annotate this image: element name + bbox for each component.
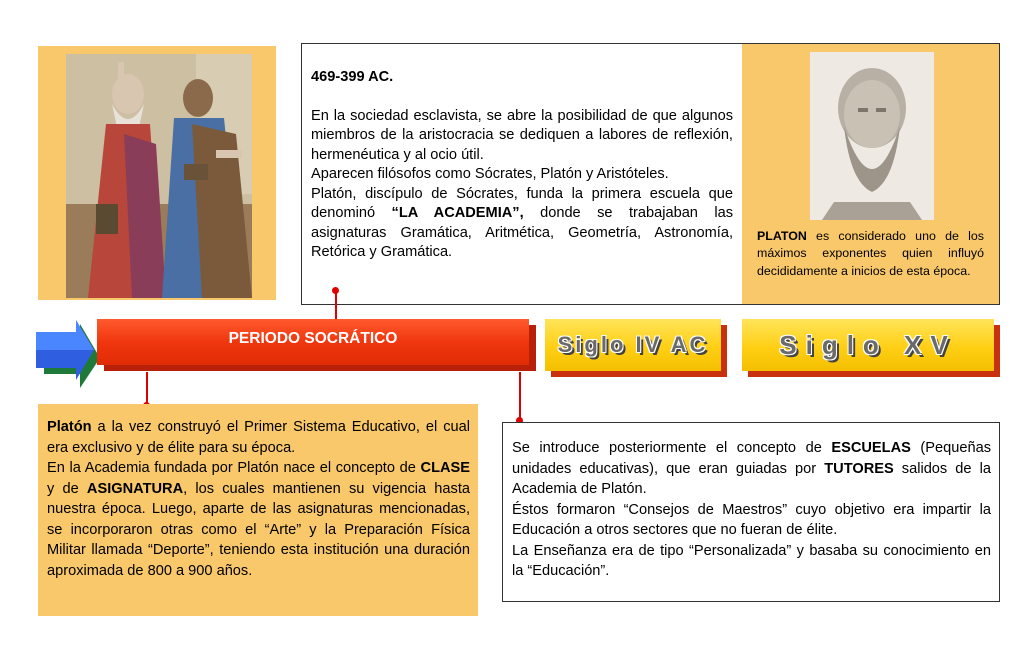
arrow-right-icon [36,318,102,388]
century-1-label: Siglo IV AC [545,319,721,371]
tutores-term: TUTORES [824,460,894,477]
plato-caption [757,228,984,280]
academy-text: a la vez construyó el Primer Sistema Educativo, el cual era exclusivo y de élite para su época. [47,419,470,456]
schools-paragraph-2: Éstos formaron “Consejos de Maestros” cuyo objetivo era impartir la Educación a otros sectores que no fueran de élite. [512,501,991,538]
asignatura-term: ASIGNATURA [86,480,184,497]
academy-text-box [38,404,478,616]
academy-name: “LA ACADEMIA”, [391,205,524,221]
schools-text: salidos de la Academia de Platón. [512,460,991,497]
intro-paragraph-1: En la sociedad esclavista, se abre la posibilidad de que algunos miembros de la aristocracia se dediquen a labores de reflexión, hermenéutica y al ocio útil. [311,107,733,163]
academy-text: y de [47,480,87,497]
plato-caption-text: es considerado uno de los máximos exponentes quien influyó decididamente a inicios de esta época. [757,229,984,278]
connector-line [335,291,337,319]
intro-date: 469-399 AC. [311,69,394,85]
academy-paragraph-2 [47,458,470,581]
clase-term: CLASE [420,460,470,476]
academy-text: , los cuales mantienen su vigencia hasta nuestra época. Luego, aparte de las asignaturas mencionadas, se incorporaron otras como el “Arte” y la Preparación Física Militar llamada “Deporte”, teniendo esta institución una duración aproximada de 800 a 900 años. [47,480,470,579]
connector-line [146,372,148,404]
schools-text-box [502,422,1000,602]
connector-line [519,372,521,420]
intro-paragraph-3 [311,185,733,263]
plato-name: PLATON [757,229,807,243]
schools-paragraph-1 [512,438,991,500]
academy-text: En la Academia fundada por Platón nace el concepto de [47,460,421,476]
escuelas-term: ESCUELAS [831,440,911,456]
intro-paragraph-2: Aparecen filósofos como Sócrates, Platón y Aristóteles. [311,166,669,182]
schools-text: Se introduce posteriormente el concepto de [512,440,832,456]
plato-bust-image [810,52,934,220]
period-bar [97,319,529,365]
academy-paragraph-1 [47,417,470,458]
connector-dot [332,287,339,294]
century-2-label: Siglo XV [742,319,994,371]
intro-text: donde se trabajaban las asignaturas Gramática, Aritmética, Geometría, Astronomía, Retórica y Gramática. [311,205,734,260]
schools-paragraph-3: La Enseñanza era de tipo “Personalizada” y basaba su conocimiento en la “Educación”. [512,542,991,579]
intro-text-box [301,43,743,305]
period-label: PERIODO SOCRÁTICO [228,330,398,347]
intro-text: Platón, discípulo de Sócrates, funda la primera escuela que denominó [311,185,733,221]
school-of-athens-image [66,54,252,298]
schools-text: (Pequeñas unidades educativas), que eran guiadas por [512,440,991,477]
academy-name: Platón [47,419,92,435]
